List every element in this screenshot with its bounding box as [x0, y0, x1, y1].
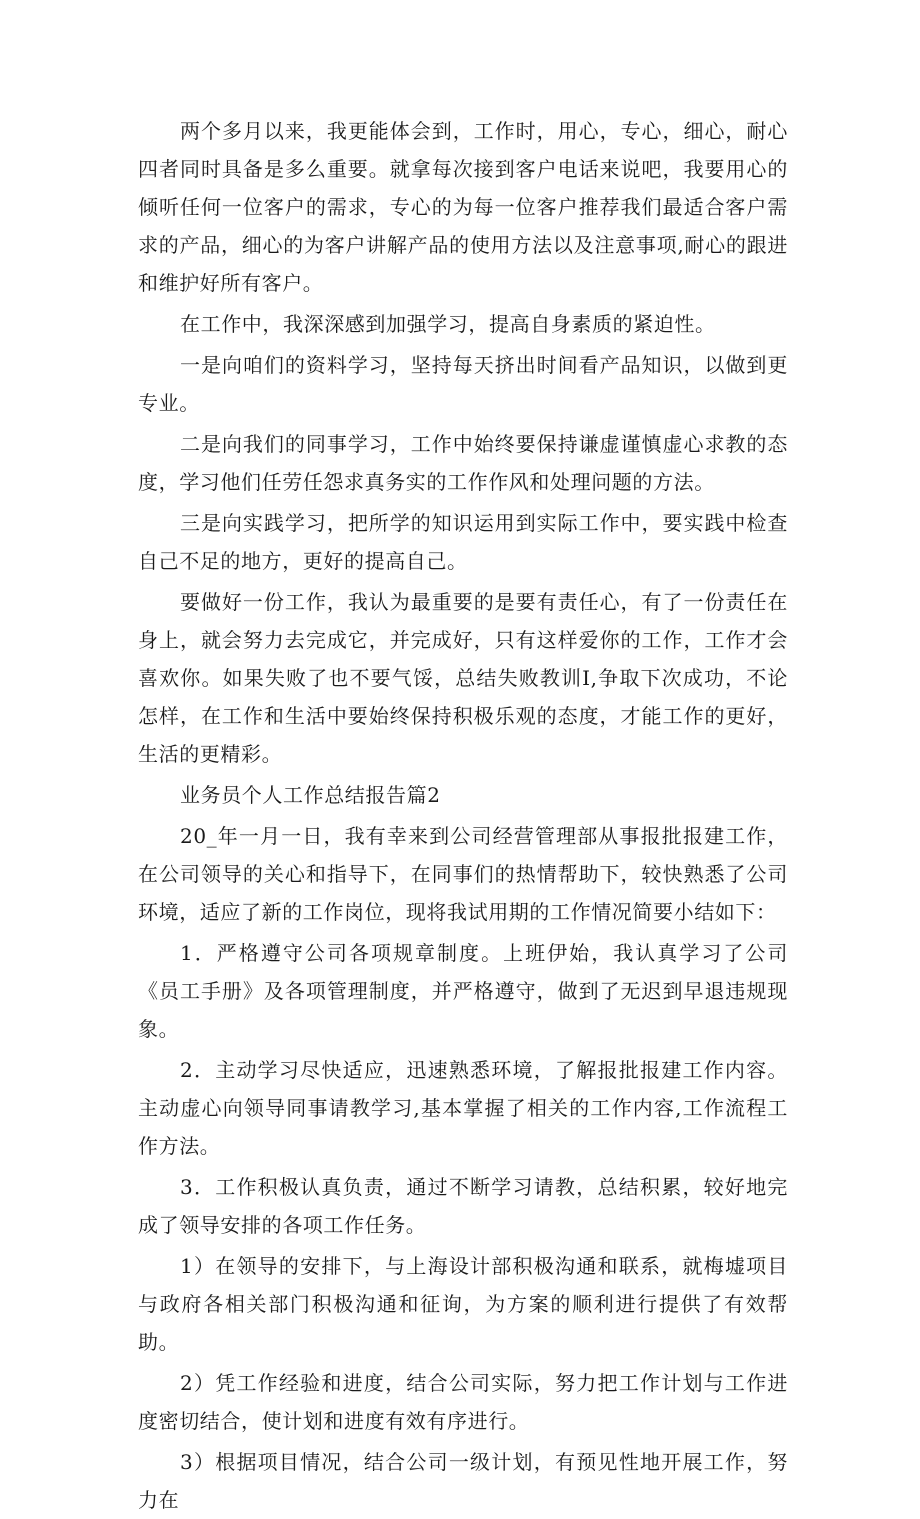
sub-item-3: 3）根据项目情况，结合公司一级计划，有预见性地开展工作，努力在: [138, 1450, 788, 1512]
paragraph-1: 两个多月以来，我更能体会到，工作时，用心，专心，细心，耐心四者同时具备是多么重要。就拿每次接到客户电话来说吧，我要用心的倾听任何一位客户的需求，专心的为每一位客户推荐我们最适合客户需求的产品，细心的为客户讲解产品的使用方法以及注意事项,耐心的跟进和维护好所有客户。: [138, 119, 788, 295]
paragraph-6: 要做好一份工作，我认为最重要的是要有责任心，有了一份责任在身上，就会努力去完成它，并完成好，只有这样爱你的工作，工作才会喜欢你。如果失败了也不要气馁，总结失败教训I,争取下次成功，不论怎样，在工作和生活中要始终保持积极乐观的态度，才能工作的更好，生活的更精彩。: [138, 590, 788, 766]
paragraph-3: 一是向咱们的资料学习，坚持每天挤出时间看产品知识，以做到更专业。: [138, 353, 788, 415]
section-heading: 业务员个人工作总结报告篇2: [180, 783, 441, 807]
sub-item-1: 1）在领导的安排下，与上海设计部积极沟通和联系，就梅墟项目与政府各相关部门积极沟通和征询，为方案的顺利进行提供了有效帮助。: [138, 1254, 788, 1354]
paragraph-7: 20_年一月一日，我有幸来到公司经营管理部从事报批报建工作，在公司领导的关心和指导下，在同事们的热情帮助下，较快熟悉了公司环境，适应了新的工作岗位，现将我试用期的工作情况简要小结如下：: [138, 824, 788, 924]
list-item-3: 3．工作积极认真负责，通过不断学习请教，总结积累，较好地完成了领导安排的各项工作任务。: [138, 1175, 788, 1237]
list-item-2: 2．主动学习尽快适应，迅速熟悉环境，了解报批报建工作内容。主动虚心向领导同事请教学习,基本掌握了相关的工作内容,工作流程工作方法。: [138, 1058, 788, 1158]
list-item-1: 1．严格遵守公司各项规章制度。上班伊始，我认真学习了公司《员工手册》及各项管理制度，并严格遵守，做到了无迟到早退违规现象。: [138, 941, 788, 1041]
document-page: [138, 112, 788, 1519]
paragraph-4: 二是向我们的同事学习，工作中始终要保持谦虚谨慎虚心求教的态度，学习他们任劳任怨求真务实的工作作风和处理问题的方法。: [138, 432, 788, 494]
paragraph-5: 三是向实践学习，把所学的知识运用到实际工作中，要实践中检查自己不足的地方，更好的提高自己。: [138, 511, 788, 573]
sub-item-2: 2）凭工作经验和进度，结合公司实际，努力把工作计划与工作进度密切结合，使计划和进度有效有序进行。: [138, 1371, 788, 1433]
paragraph-2: 在工作中，我深深感到加强学习，提高自身素质的紧迫性。: [180, 312, 716, 336]
